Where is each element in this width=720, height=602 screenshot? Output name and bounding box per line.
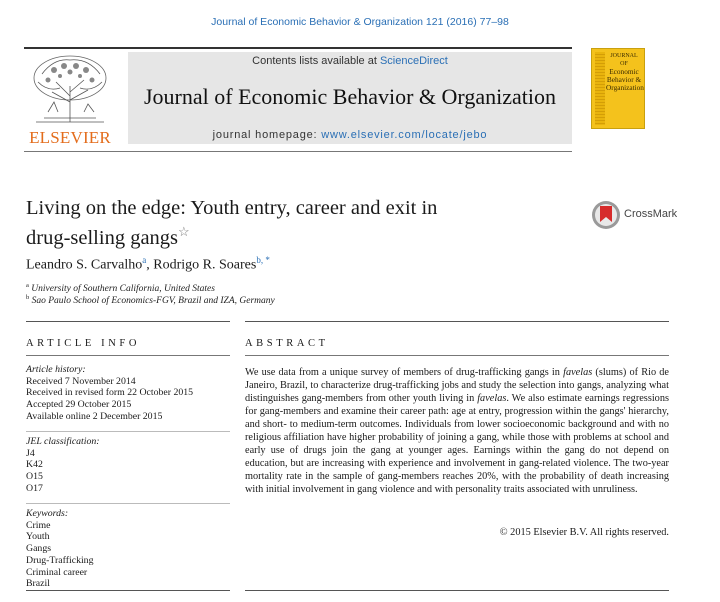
keyword: Gangs <box>26 543 52 555</box>
keyword: Drug-Trafficking <box>26 554 94 566</box>
author-list <box>26 255 270 274</box>
article-info-top-rule <box>26 321 230 322</box>
affiliation-sup: a <box>26 282 29 289</box>
article-info-sub-rule <box>26 355 230 356</box>
author-separator: , <box>146 257 154 273</box>
jel-code: O17 <box>26 482 43 494</box>
title-footnote-star[interactable]: ☆ <box>178 224 190 239</box>
cover-line4: Organization <box>606 83 644 92</box>
article-title <box>26 196 496 250</box>
history-item: Available online 2 December 2015 <box>26 410 163 422</box>
affiliation-text: Sao Paulo School of Economics-FGV, Brazil and IZA, Germany <box>31 296 275 307</box>
journal-citation[interactable]: Journal of Economic Behavior & Organization 121 (2016) 77–98 <box>211 16 509 28</box>
history-label: Article history: <box>26 364 86 375</box>
history-item: Received in revised form 22 October 2015 <box>26 387 194 399</box>
journal-cover-thumbnail[interactable] <box>591 48 645 129</box>
info-divider <box>26 503 230 504</box>
keyword: Brazil <box>26 578 50 590</box>
jel-code: O15 <box>26 471 43 483</box>
jel-code: K42 <box>26 459 43 471</box>
affiliation-marker[interactable]: b, * <box>256 255 270 265</box>
contents-line <box>128 55 572 67</box>
article-history <box>26 364 193 423</box>
affiliation-sup: b <box>26 294 30 301</box>
abstract-top-rule <box>245 321 669 322</box>
journal-masthead <box>128 52 572 144</box>
homepage-prefix: journal homepage: <box>212 129 322 141</box>
info-divider <box>26 431 230 432</box>
article-info-heading: ARTICLE INFO <box>26 338 141 349</box>
keyword: Criminal career <box>26 566 88 578</box>
keywords-label: Keywords: <box>26 508 69 519</box>
journal-title: Journal of Economic Behavior & Organization <box>144 84 556 109</box>
affiliation-b <box>26 294 275 306</box>
keywords <box>26 508 93 590</box>
author-name[interactable]: Leandro S. Carvalho <box>26 257 143 273</box>
abstract-italic-term: favelas <box>563 367 593 378</box>
affiliation-a <box>26 282 215 294</box>
author-name[interactable]: Rodrigo R. Soares <box>153 257 257 273</box>
cover-line3: Behavior & <box>606 75 642 84</box>
cover-line2: Economic <box>609 67 639 76</box>
crossmark-label: CrossMark <box>624 208 678 220</box>
history-item: Received 7 November 2014 <box>26 375 136 387</box>
cover-spine <box>595 52 605 125</box>
affiliation-text: University of Southern California, United States <box>31 284 215 295</box>
title-line2-row <box>26 220 496 250</box>
affiliation-marker[interactable]: a <box>142 255 147 265</box>
homepage-line <box>128 129 572 141</box>
masthead-rule <box>24 151 572 152</box>
journal-homepage-link[interactable]: www.elsevier.com/locate/jebo <box>321 129 488 141</box>
article-info-bottom-rule <box>26 590 230 591</box>
top-rule <box>24 47 572 49</box>
cover-text <box>606 52 642 92</box>
abstract-part: We use data from a unique survey of members of drug-trafficking gangs in <box>245 367 564 378</box>
abstract-bottom-rule <box>245 590 669 591</box>
keyword: Youth <box>26 531 50 543</box>
abstract-part: . We also estimate earnings regressions for gang-members and examine their career path: age at entry, progression within the gangs' hierarchy, and short- to medium-term outcomes. Individuals from lower socioeconomic background and with no religious affiliation have higher probability of joining a gang, while those with problems at school and early use of drugs join the gang at younger ages. Earnings within the gang do not depend on education, but are increasing with experience and involvement in gang-related violence. The two-year mortality rate in the sample of gang-members reaches 20%, with the probability of death increasing with initial involvement in gang violence and with personality traits associated with unruliness. <box>245 393 669 495</box>
title-line1: Living on the edge: Youth entry, career and exit in <box>26 197 438 219</box>
contents-prefix: Contents lists available at <box>252 55 380 67</box>
history-item: Accepted 29 October 2015 <box>26 399 132 411</box>
abstract-sub-rule <box>245 355 669 356</box>
copyright-notice: © 2015 Elsevier B.V. All rights reserved. <box>499 527 669 538</box>
jel-label: JEL classification: <box>26 436 100 447</box>
elsevier-wordmark: ELSEVIER <box>29 128 111 147</box>
abstract-text <box>245 366 669 496</box>
cover-line1: JOURNAL OF <box>610 53 638 67</box>
elsevier-tree-icon <box>24 52 116 128</box>
abstract-italic-term: favelas <box>477 393 507 404</box>
jel-classification <box>26 436 100 495</box>
jel-code: J4 <box>26 447 35 459</box>
title-line2: drug-selling gangs <box>26 226 179 249</box>
abstract-part: (slums) of Rio de Janeiro, Brazil, to characterize drug-trafficking jobs and study the selection into gangs, analyzing what distinguishes gang-members from other youth living in <box>245 367 669 404</box>
abstract-heading: ABSTRACT <box>245 338 329 349</box>
keyword: Crime <box>26 519 51 531</box>
sciencedirect-link[interactable]: ScienceDirect <box>379 55 448 67</box>
